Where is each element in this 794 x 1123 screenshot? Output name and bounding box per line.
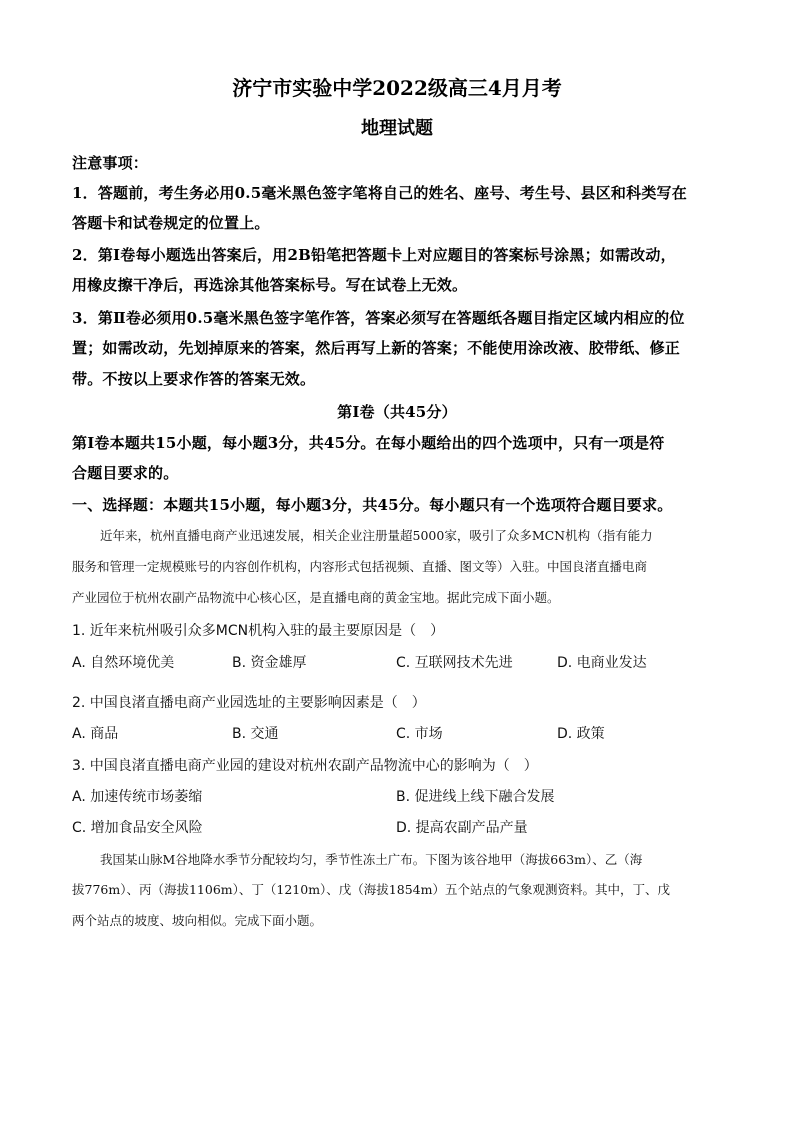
volume-intro-line: 合题目要求的。 <box>72 464 179 482</box>
exam-title: 济宁市实验中学2022级高三4月月考 <box>232 76 562 100</box>
answer-option: C. 互联网技术先进 <box>396 655 513 671</box>
answer-option: C. 市场 <box>396 726 443 742</box>
answer-option: B. 促进线上线下融合发展 <box>396 789 555 805</box>
passage-line: 我国某山脉M谷地降水季节分配较均匀，季节性冻土广布。下图为该谷地甲（海拔663m）、乙（海 <box>100 852 643 867</box>
question-stem: 1. 近年来杭州吸引众多MCN机构入驻的最主要原因是（ ） <box>72 623 445 639</box>
passage-line: 产业园位于杭州农副产品物流中心核心区，是直播电商的黄金宝地。据此完成下面小题。 <box>72 590 560 605</box>
volume-intro-line: 第Ⅰ卷本题共15小题，每小题3分，共45分。在每小题给出的四个选项中，只有一项是符 <box>72 434 665 452</box>
answer-option: D. 政策 <box>557 726 605 742</box>
notice-line: 置；如需改动，先划掉原来的答案，然后再写上新的答案；不能使用涂改液、胶带纸、修正 <box>72 339 681 357</box>
question-stem: 2. 中国良渚直播电商产业园选址的主要影响因素是（ ） <box>72 695 426 711</box>
passage-line: 拔776m）、丙（海拔1106m）、丁（1210m）、戊（海拔1854m）五个站点的气象观测资料。其中，丁、戊 <box>72 882 670 897</box>
passage-line: 服务和管理一定规模账号的内容创作机构，内容形式包括视频、直播、图文等）入驻。中国良渚直播电商 <box>72 559 648 574</box>
exam-subject-title: 地理试题 <box>361 118 433 139</box>
question-stem: 3. 中国良渚直播电商产业园的建设对杭州农副产品物流中心的影响为（ ） <box>72 758 538 774</box>
answer-option: D. 电商业发达 <box>557 655 647 671</box>
answer-option: A. 商品 <box>72 726 119 742</box>
answer-option: A. 加速传统市场萎缩 <box>72 789 203 805</box>
passage-line: 两个站点的坡度、坡向相似。完成下面小题。 <box>72 913 323 928</box>
answer-option: C. 增加食品安全风险 <box>72 820 203 836</box>
section-heading: 一、选择题：本题共15小题，每小题3分，共45分。每小题只有一个选项符合题目要求。 <box>72 496 673 514</box>
answer-option: A. 自然环境优美 <box>72 655 175 671</box>
notice-line: 答题卡和试卷规定的位置上。 <box>72 214 270 232</box>
passage-line: 近年来，杭州直播电商产业迅速发展，相关企业注册量超5000家，吸引了众多MCN机构（指有能力 <box>100 528 653 543</box>
notice-line: 1．答题前，考生务必用0.5毫米黑色签字笔将自己的姓名、座号、考生号、县区和科类写在 <box>72 184 687 202</box>
notice-heading: 注意事项： <box>72 154 149 172</box>
notice-line: 3．第Ⅱ卷必须用0.5毫米黑色签字笔作答，答案必须写在答题纸各题目指定区域内相应的位 <box>72 309 685 327</box>
volume-heading: 第Ⅰ卷（共45分） <box>337 403 457 421</box>
notice-line: 2．第Ⅰ卷每小题选出答案后，用2B铅笔把答题卡上对应题目的答案标号涂黑；如需改动， <box>72 246 676 264</box>
notice-line: 用橡皮擦干净后，再选涂其他答案标号。写在试卷上无效。 <box>72 276 468 294</box>
notice-line: 带。不按以上要求作答的答案无效。 <box>72 370 316 388</box>
answer-option: B. 交通 <box>232 726 279 742</box>
answer-option: D. 提高农副产品产量 <box>396 820 528 836</box>
answer-option: B. 资金雄厚 <box>232 655 307 671</box>
